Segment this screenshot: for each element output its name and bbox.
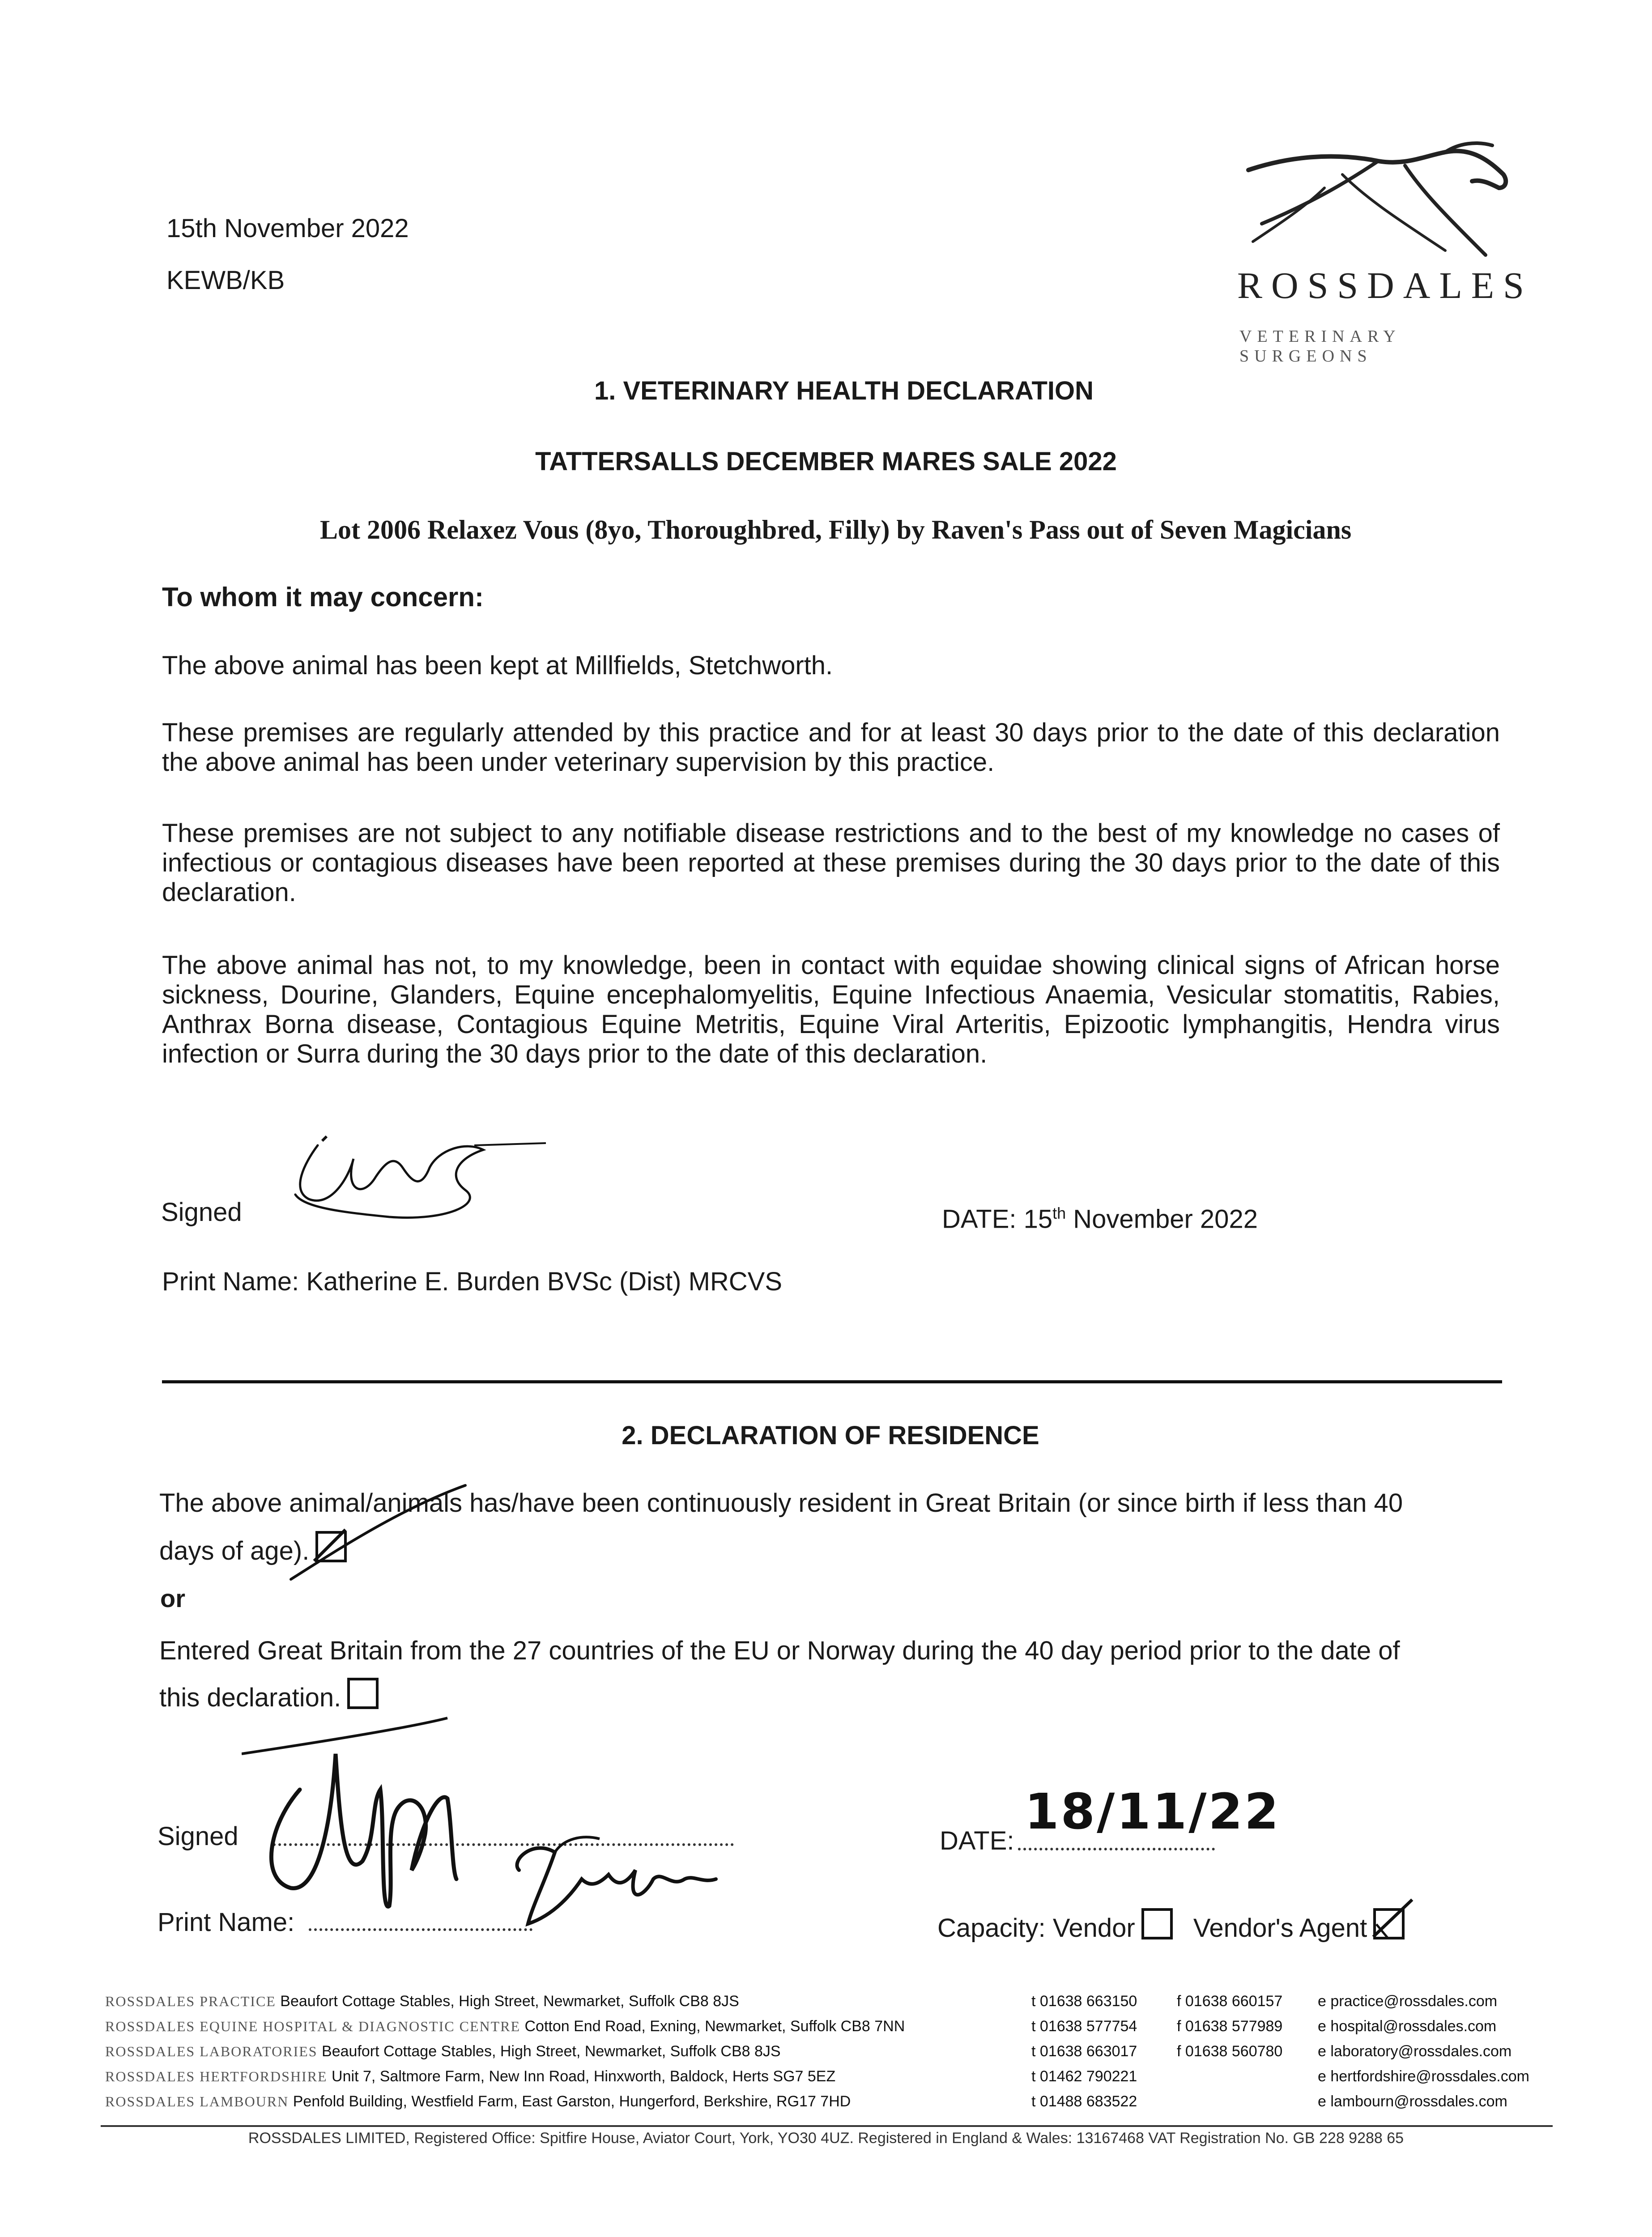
registration-line: ROSSDALES LIMITED, Registered Office: Spitfire House, Aviator Court, York, YO30 4UZ. Registered in England & Wales: 13167468 VAT Registration No. GB 228 9288 65: [248, 2130, 1404, 2147]
footer-row: ROSSDALES EQUINE HOSPITAL & DIAGNOSTIC CENTRE Cotton End Road, Exning, Newmarket, Suffolk CB8 7NN: [105, 2018, 905, 2035]
residence-option1-line1: The above animal/animals has/have been continuously resident in Great Britain (or since birth if less than 40: [159, 1488, 1403, 1518]
footer-row: ROSSDALES LABORATORIES Beaufort Cottage Stables, High Street, Newmarket, Suffolk CB8 8JS: [105, 2043, 781, 2060]
salutation: To whom it may concern:: [162, 582, 484, 612]
email-link[interactable]: e laboratory@rossdales.com: [1318, 2043, 1512, 2060]
paragraph-premises: The above animal has been kept at Millfields, Stetchworth.: [162, 651, 833, 680]
footer-faxes: f 01638 660157 f 01638 577989 f 01638 560780: [1177, 1993, 1283, 2060]
email-link[interactable]: e hertfordshire@rossdales.com: [1318, 2068, 1529, 2085]
vendor-checkbox[interactable]: [1141, 1908, 1173, 1939]
residence-option2-line1: Entered Great Britain from the 27 countries of the EU or Norway during the 40 day period prior to the date of: [159, 1636, 1400, 1665]
footer-row: ROSSDALES LAMBOURN Penfold Building, Westfield Farm, East Garston, Hungerford, Berkshire, RG17 7HD: [105, 2093, 851, 2110]
paragraph-restrictions: These premises are not subject to any notifiable disease restrictions and to the best of my knowledge no cases of infectious or contagious diseases have been reported at these premises during the 30 days prior to the date of this declaration.: [162, 819, 1500, 907]
vendors-agent-checkbox[interactable]: [1373, 1908, 1405, 1939]
reference-code: KEWB/KB: [166, 266, 285, 295]
email-link[interactable]: e lambourn@rossdales.com: [1318, 2093, 1507, 2110]
print-name-label: Print Name:: [158, 1908, 295, 1937]
lot-line: Lot 2006 Relaxez Vous (8yo, Thoroughbred, Filly) by Raven's Pass out of Seven Magicians: [320, 515, 1352, 544]
section1-title: 1. VETERINARY HEALTH DECLARATION: [594, 376, 1094, 405]
section1-date: DATE: 15th November 2022: [942, 1204, 1258, 1234]
footer-divider: [101, 2125, 1553, 2127]
section2-title: 2. DECLARATION OF RESIDENCE: [622, 1421, 1039, 1450]
logo-subtitle: VETERINARY SURGEONS: [1239, 327, 1401, 366]
date-line: [1018, 1839, 1215, 1850]
footer-row: ROSSDALES HERTFORDSHIRE Unit 7, Saltmore Farm, New Inn Road, Hinxworth, Baldock, Herts SG7 5EZ: [105, 2068, 836, 2085]
capacity-row: Capacity: Vendor Vendor's Agent: [937, 1908, 1405, 1944]
print-name-vet: Print Name: Katherine E. Burden BVSc (Dist) MRCVS: [162, 1267, 783, 1296]
footer-telephones: t 01638 663150 t 01638 577754 t 01638 663017 t 01462 790221 t 01488 683522: [1031, 1993, 1137, 2110]
footer-offices: [105, 1989, 905, 2114]
date-label-2: DATE:: [940, 1826, 1014, 1855]
signed-label-1: Signed: [161, 1198, 242, 1227]
horse-logo-icon: [1235, 139, 1521, 268]
vet-signature: [277, 1123, 555, 1230]
footer-emails: [1318, 1989, 1529, 2114]
or-label: or: [160, 1584, 185, 1612]
residence-option2-line2: this declaration.: [159, 1678, 379, 1714]
section1-subtitle: TATTERSALLS DECEMBER MARES SALE 2022: [535, 447, 1117, 476]
section-divider: [162, 1380, 1502, 1383]
paragraph-diseases: The above animal has not, to my knowledge, been in contact with equidae showing clinical signs of African horse sickness, Dourine, Glanders, Equine encephalomyelitis, Equine Infectious Anaemia, Vesicular stomatitis, Rabies, Anthrax Borna disease, Contagious Equine Metritis, Equine Viral Arteritis, Epizootic lymphangitis, Hendra virus infection or Surra during the 30 days prior to the date of this declaration.: [162, 951, 1500, 1068]
letter-date: 15th November 2022: [166, 214, 409, 243]
email-link[interactable]: e practice@rossdales.com: [1318, 1993, 1498, 2010]
vendor-signature: [242, 1691, 868, 1960]
logo-name: ROSSDALES: [1237, 265, 1533, 306]
signed-label-2: Signed: [158, 1822, 238, 1851]
handwritten-date: 18/11/22: [1025, 1783, 1281, 1840]
rossdales-logo: [1226, 139, 1533, 366]
paragraph-supervision: These premises are regularly attended by this practice and for at least 30 days prior to the date of this declaration the above animal has been under veterinary supervision by this practice.: [162, 718, 1500, 777]
residence-option1-checkbox[interactable]: [315, 1531, 347, 1562]
residence-option1-line2: days of age).: [159, 1531, 347, 1567]
footer-row: ROSSDALES PRACTICE Beaufort Cottage Stables, High Street, Newmarket, Suffolk CB8 8JS: [105, 1993, 739, 2010]
email-link[interactable]: e hospital@rossdales.com: [1318, 2018, 1497, 2035]
